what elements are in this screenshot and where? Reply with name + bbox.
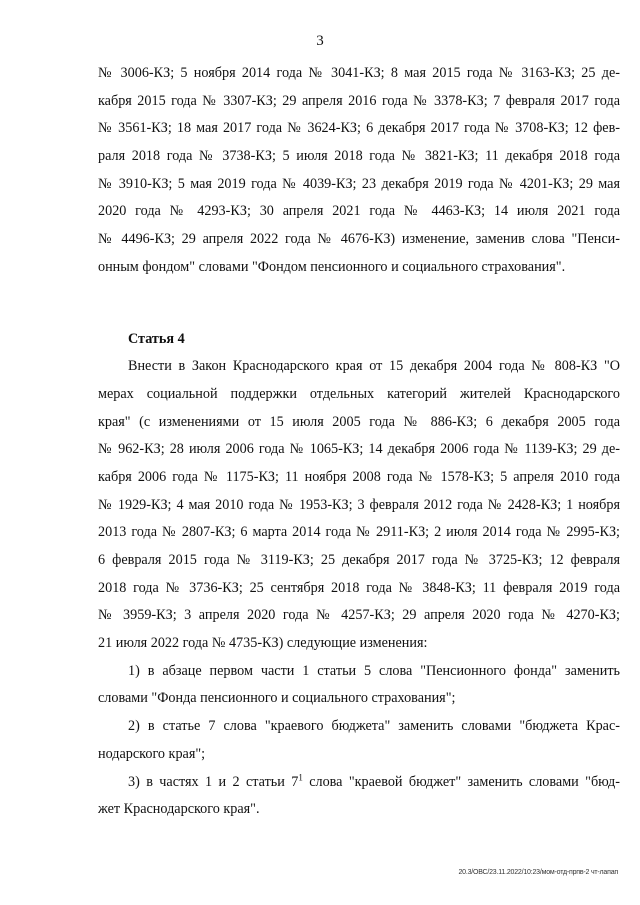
list-item-1-line: 1) в абзаце первом части 1 статьи 5 слова "Пенсионного фонда" заменить	[128, 662, 620, 679]
text-line: онным фондом" словами "Фондом пенсионного и социального страхования".	[98, 258, 566, 275]
text-line: № 1929-КЗ; 4 мая 2010 года № 1953-КЗ; 3 февраля 2012 года № 2428-КЗ; 1 ноября	[98, 496, 620, 513]
text-line: края" (с изменениями от 15 июля 2005 года № 886-КЗ; 6 декабря 2005 года	[98, 413, 620, 430]
text-line: 2018 года № 3736-КЗ; 25 сентября 2018 года № 3848-КЗ; 11 февраля 2019 года	[98, 579, 620, 596]
text-line: 21 июля 2022 года № 4735-КЗ) следующие изменения:	[98, 635, 428, 652]
page-number: 3	[316, 33, 324, 49]
article-superscript: 1	[298, 771, 303, 782]
list-item-3-line	[98, 769, 620, 797]
list-item-3-text: 3) в частях 1 и 2 статьи 7	[128, 773, 299, 790]
document-body	[98, 60, 620, 824]
text-line: мерах социальной поддержки отдельных категорий жителей Краснодарского	[98, 385, 620, 402]
list-item-3-line: жет Краснодарского края".	[98, 801, 260, 818]
text-line: 2013 года № 2807-КЗ; 6 марта 2014 года № 2911-КЗ; 2 июля 2014 года № 2995-КЗ;	[98, 524, 620, 541]
text-line: № 3959-КЗ; 3 апреля 2020 года № 4257-КЗ; 29 апреля 2020 года № 4270-КЗ;	[98, 607, 620, 624]
text-line: раля 2018 года № 3738-КЗ; 5 июля 2018 года № 3821-КЗ; 11 декабря 2018 года	[98, 148, 620, 165]
article-heading: Статья 4	[128, 330, 185, 347]
list-item-1-line: словами "Фонда пенсионного и социального страхования";	[98, 690, 456, 707]
text-line: 2020 года № 4293-КЗ; 30 апреля 2021 года № 4463-КЗ; 14 июля 2021 года	[98, 203, 620, 220]
text-line: кабря 2015 года № 3307-КЗ; 29 апреля 2016 года № 3378-КЗ; 7 февраля 2017 года	[98, 92, 620, 109]
text-line: кабря 2006 года № 1175-КЗ; 11 ноября 2008 года № 1578-КЗ; 5 апреля 2010 года	[98, 468, 620, 485]
list-item-2-line: 2) в статье 7 слова "краевого бюджета" заменить словами "бюджета Крас-	[128, 718, 620, 735]
spacer	[98, 282, 620, 326]
text-line: № 3910-КЗ; 5 мая 2019 года № 4039-КЗ; 23 декабря 2019 года № 4201-КЗ; 29 мая	[98, 175, 620, 192]
list-item-2-line: нодарского края";	[98, 745, 206, 762]
text-line: № 3006-КЗ; 5 ноября 2014 года № 3041-КЗ; 8 мая 2015 года № 3163-КЗ; 25 де-	[98, 65, 620, 81]
text-line: № 4496-КЗ; 29 апреля 2022 года № 4676-КЗ) изменение, заменив слова "Пенси-	[98, 231, 620, 248]
list-item-3-text: слова "краевой бюджет" заменить словами "бюд-	[302, 773, 620, 790]
text-line: № 962-КЗ; 28 июля 2006 года № 1065-КЗ; 14 декабря 2006 года № 1139-КЗ; 29 де-	[98, 441, 620, 458]
text-line: № 3561-КЗ; 18 мая 2017 года № 3624-КЗ; 6 декабря 2017 года № 3708-КЗ; 12 фев-	[98, 120, 620, 137]
footer-code: 20.3/ОВС/23.11.2022/10:23/мом-отд-прпв-2 чт-лапап	[458, 869, 618, 876]
text-line: 6 февраля 2015 года № 3119-КЗ; 25 декабря 2017 года № 3725-КЗ; 12 февраля	[98, 552, 620, 568]
text-line: Внести в Закон Краснодарского края от 15 декабря 2004 года № 808-КЗ "О	[128, 358, 620, 375]
